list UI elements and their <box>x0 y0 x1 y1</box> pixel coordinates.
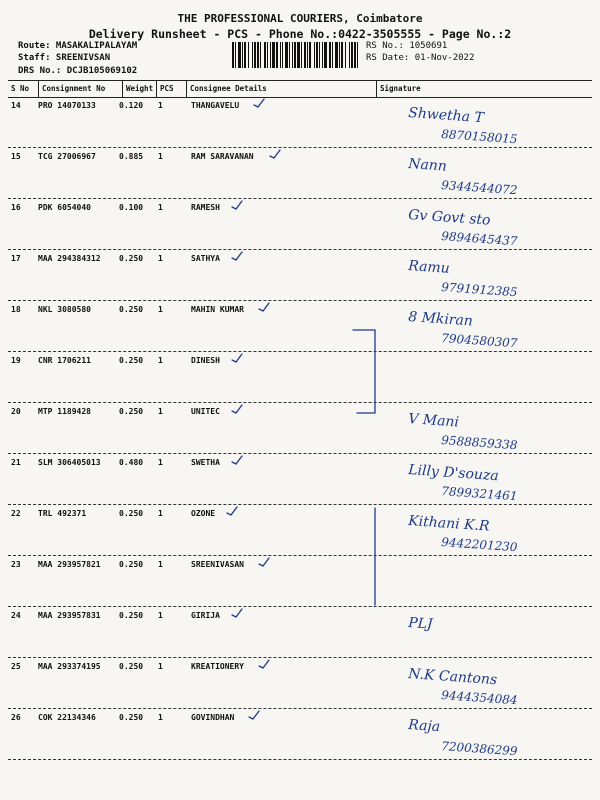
signature-phone: 9444354084 <box>440 688 518 708</box>
signature-phone: 9442201230 <box>440 535 518 555</box>
signature-phone: 9588859338 <box>440 433 518 453</box>
row-consignment-no: PRO 14070133 <box>38 101 96 110</box>
col-pcs: PCS <box>156 81 186 97</box>
row-pcs: 1 <box>158 611 163 620</box>
signature-handwriting <box>386 709 592 759</box>
signature-name: Gv Govt sto <box>407 207 492 229</box>
row-sno: 18 <box>11 305 21 314</box>
table-row <box>8 403 592 454</box>
table-row <box>8 301 592 352</box>
row-consignment-no: SLM 306405013 <box>38 458 101 467</box>
row-weight: 0.885 <box>119 152 144 161</box>
row-weight: 0.480 <box>119 458 144 467</box>
row-weight: 0.250 <box>119 662 144 671</box>
pen-tick-icon <box>230 454 244 466</box>
signature-phone: 9344544072 <box>440 178 518 198</box>
row-consignee: SATHYA <box>191 254 220 263</box>
pen-tick-icon <box>230 403 244 415</box>
signature-name: 8 Mkiran <box>407 309 474 330</box>
row-pcs: 1 <box>158 662 163 671</box>
signature-handwriting <box>386 607 592 657</box>
row-consignee: SREENIVASAN <box>191 560 244 569</box>
row-consignment-no: MAA 293957821 <box>38 560 101 569</box>
row-weight: 0.250 <box>119 305 144 314</box>
pen-tick-icon <box>257 301 271 313</box>
signature-name: Kithani K.R <box>407 513 490 535</box>
pen-bracket-mark <box>345 325 385 420</box>
row-consignee: OZONE <box>191 509 216 518</box>
row-weight: 0.250 <box>119 713 144 722</box>
signature-name: Ramu <box>407 258 451 277</box>
table-row <box>8 250 592 301</box>
col-signature: Signature <box>376 81 592 97</box>
row-pcs: 1 <box>158 254 163 263</box>
staff-label: Staff: SREENIVSAN <box>18 53 111 63</box>
table-row <box>8 148 592 199</box>
col-consignment: Consignment No <box>38 81 122 97</box>
row-weight: 0.250 <box>119 560 144 569</box>
table-row <box>8 607 592 658</box>
row-consignment-no: MAA 293957831 <box>38 611 101 620</box>
pen-tick-icon <box>230 250 244 262</box>
table-row <box>8 658 592 709</box>
row-consignee: RAMESH <box>191 203 220 212</box>
row-weight: 0.250 <box>119 611 144 620</box>
row-consignment-no: PDK 6054040 <box>38 203 91 212</box>
row-consignee: DINESH <box>191 356 220 365</box>
row-pcs: 1 <box>158 305 163 314</box>
pen-tick-icon <box>247 709 261 721</box>
signature-handwriting <box>386 505 592 555</box>
row-pcs: 1 <box>158 458 163 467</box>
pen-tick-icon <box>257 658 271 670</box>
rs-number: RS No.: 1050691 <box>366 41 448 51</box>
signature-phone: 9791912385 <box>440 280 518 300</box>
signature-handwriting <box>386 199 592 249</box>
row-consignment-no: NKL 3080580 <box>38 305 91 314</box>
pen-tick-icon <box>268 148 282 160</box>
row-consignment-no: MTP 1189428 <box>38 407 91 416</box>
runsheet-title: Delivery Runsheet - PCS - Phone No.:0422-3505555 - Page No.:2 <box>88 27 512 41</box>
row-consignee: GIRIJA <box>191 611 220 620</box>
row-consignment-no: COK 22134346 <box>38 713 96 722</box>
row-weight: 0.250 <box>119 407 144 416</box>
signature-phone: 9894645437 <box>440 229 518 249</box>
signature-handwriting <box>386 148 592 198</box>
row-weight: 0.250 <box>119 356 144 365</box>
signature-name: N.K Cantons <box>407 666 498 689</box>
signature-handwriting <box>386 301 592 351</box>
table-row <box>8 709 592 760</box>
company-title: THE PROFESSIONAL COURIERS, Coimbatore <box>177 12 423 25</box>
pen-tick-icon <box>230 199 244 211</box>
route-label: Route: MASAKALIPALAYAM <box>18 41 138 51</box>
pen-tick-icon <box>230 607 244 619</box>
row-pcs: 1 <box>158 560 163 569</box>
pen-tick-icon <box>257 556 271 568</box>
table-row <box>8 97 592 148</box>
pen-tick-icon <box>225 505 239 517</box>
signature-name: Lilly D'souza <box>407 462 500 485</box>
table-row <box>8 199 592 250</box>
row-sno: 15 <box>11 152 21 161</box>
row-pcs: 1 <box>158 203 163 212</box>
row-consignment-no: TCG 27006967 <box>38 152 96 161</box>
signature-name: Raja <box>407 717 441 736</box>
table-row <box>8 352 592 403</box>
table-header <box>8 80 592 98</box>
signature-handwriting <box>386 403 592 453</box>
pen-tick-icon <box>252 97 266 109</box>
row-consignment-no: MAA 293374195 <box>38 662 101 671</box>
row-sno: 19 <box>11 356 21 365</box>
pen-line-mark <box>365 505 385 610</box>
row-consignment-no: MAA 294384312 <box>38 254 101 263</box>
row-consignee: MAHIN KUMAR <box>191 305 244 314</box>
row-consignee: GOVINDHAN <box>191 713 235 722</box>
signature-handwriting <box>386 658 592 708</box>
row-consignee: SWETHA <box>191 458 220 467</box>
signature-phone: 7904580307 <box>440 331 518 351</box>
signature-handwriting <box>386 352 592 402</box>
row-consignee: THANGAVELU <box>191 101 240 110</box>
barcode-image <box>232 42 360 68</box>
signature-name: Shwetha T <box>407 105 485 127</box>
signature-name: V Mani <box>407 411 460 431</box>
signature-name: Nann <box>407 156 448 175</box>
row-pcs: 1 <box>158 356 163 365</box>
drs-number: DRS No.: DCJB105069102 <box>18 66 138 76</box>
col-weight: Weight <box>122 81 156 97</box>
row-pcs: 1 <box>158 407 163 416</box>
row-sno: 14 <box>11 101 21 110</box>
signature-handwriting <box>386 250 592 300</box>
signature-name: PLJ <box>407 615 434 633</box>
row-sno: 21 <box>11 458 21 467</box>
row-sno: 16 <box>11 203 21 212</box>
row-consignee: KREATIONERY <box>191 662 244 671</box>
table-row <box>8 556 592 607</box>
row-sno: 23 <box>11 560 21 569</box>
row-consignee: RAM SARAVANAN <box>191 152 254 161</box>
row-sno: 24 <box>11 611 21 620</box>
pen-tick-icon <box>230 352 244 364</box>
signature-phone: 8870158015 <box>440 127 518 147</box>
row-divider <box>8 759 592 760</box>
row-consignee: UNITEC <box>191 407 220 416</box>
row-sno: 25 <box>11 662 21 671</box>
row-weight: 0.250 <box>119 254 144 263</box>
signature-handwriting <box>386 97 592 147</box>
row-pcs: 1 <box>158 713 163 722</box>
row-consignment-no: CNR 1706211 <box>38 356 91 365</box>
rs-date: RS Date: 01-Nov-2022 <box>366 53 475 63</box>
row-sno: 26 <box>11 713 21 722</box>
row-sno: 22 <box>11 509 21 518</box>
table-row <box>8 454 592 505</box>
row-weight: 0.120 <box>119 101 144 110</box>
signature-handwriting <box>386 556 592 606</box>
signature-phone: 7899321461 <box>440 484 518 504</box>
row-sno: 17 <box>11 254 21 263</box>
row-pcs: 1 <box>158 101 163 110</box>
signature-handwriting <box>386 454 592 504</box>
col-sno: S No <box>11 84 30 93</box>
row-sno: 20 <box>11 407 21 416</box>
table-row <box>8 505 592 556</box>
row-weight: 0.100 <box>119 203 144 212</box>
signature-phone: 7200386299 <box>440 739 518 759</box>
row-pcs: 1 <box>158 509 163 518</box>
col-consignee: Consignee Details <box>186 81 376 97</box>
row-weight: 0.250 <box>119 509 144 518</box>
row-consignment-no: TRL 492371 <box>38 509 87 518</box>
row-pcs: 1 <box>158 152 163 161</box>
